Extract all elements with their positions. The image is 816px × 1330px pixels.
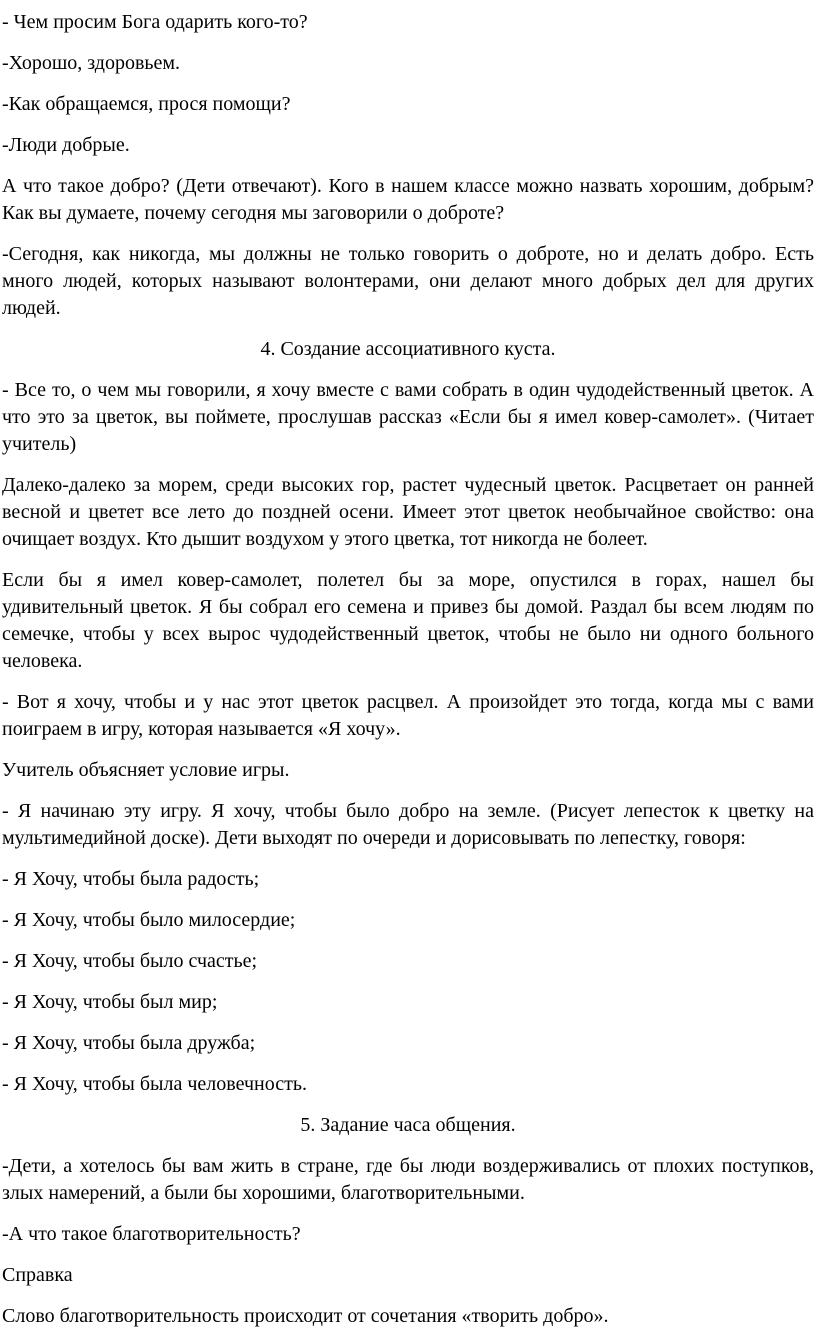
body-paragraph: Если бы я имел ковер-самолет, полетел бы за море, опустился в горах, нашел бы удивительный цветок. Я бы собрал его семена и привез бы домой. Раздал бы всем людям по семечке, чтобы у всех вырос чудодейственный цветок, чтобы не было ни одного больного человека. xyxy=(2,569,814,672)
list-item: - Я Хочу, чтобы было счастье; xyxy=(2,950,258,972)
list-item: - Я Хочу, чтобы была дружба; xyxy=(2,1032,256,1054)
section-heading: 4. Создание ассоциативного куста. xyxy=(260,338,556,360)
dialogue-line: -А что такое благотворительность? xyxy=(2,1223,301,1245)
dialogue-line: -Как обращаемся, прося помощи? xyxy=(2,93,291,115)
dialogue-line: -Хорошо, здоровьем. xyxy=(2,52,181,74)
list-item: - Я Хочу, чтобы был мир; xyxy=(2,991,218,1013)
list-item: - Я Хочу, чтобы была радость; xyxy=(2,868,260,890)
reference-label: Справка xyxy=(2,1264,73,1286)
body-paragraph: Учитель объясняет условие игры. xyxy=(2,759,290,781)
body-paragraph: -Сегодня, как никогда, мы должны не только говорить о доброте, но и делать добро. Есть много людей, которых называют волонтерами, они делают много добрых дел для других людей. xyxy=(2,243,814,319)
body-paragraph: - Все то, о чем мы говорили, я хочу вместе с вами собрать в один чудодейственный цветок. А что это за цветок, вы поймете, прослушав рассказ «Если бы я имел ковер-самолет». (Читает учитель) xyxy=(2,379,814,455)
body-paragraph: -Дети, а хотелось бы вам жить в стране, где бы люди воздерживались от плохих поступков, злых намерений, а были бы хорошими, благотворительными. xyxy=(2,1155,814,1204)
body-paragraph: - Вот я хочу, чтобы и у нас этот цветок расцвел. А произойдет это тогда, когда мы с вами поиграем в игру, которая называется «Я хочу». xyxy=(2,691,814,740)
list-item: - Я Хочу, чтобы была человечность. xyxy=(2,1073,307,1095)
dialogue-line: - Чем просим Бога одарить кого-то? xyxy=(2,11,308,33)
body-paragraph: Далеко-далеко за морем, среди высоких гор, растет чудесный цветок. Расцветает он ранней весной и цветет все лето до поздней осени. Имеет этот цветок необычайное свойство: она очищает воздух. Кто дышит воздухом у этого цветка, тот никогда не болеет. xyxy=(2,474,814,550)
body-paragraph: А что такое добро? (Дети отвечают). Кого в нашем классе можно назвать хорошим, добрым? Как вы думаете, почему сегодня мы заговорили о доброте? xyxy=(2,175,814,224)
section-heading: 5. Задание часа общения. xyxy=(300,1114,516,1136)
body-paragraph: Слово благотворительность происходит от сочетания «творить добро». xyxy=(2,1305,609,1327)
dialogue-line: -Люди добрые. xyxy=(2,134,130,156)
body-paragraph: - Я начинаю эту игру. Я хочу, чтобы было добро на земле. (Рисует лепесток к цветку на мультимедийной доске). Дети выходят по очереди и дорисовывать по лепестку, говоря: xyxy=(2,800,814,849)
list-item: - Я Хочу, чтобы было милосердие; xyxy=(2,909,296,931)
